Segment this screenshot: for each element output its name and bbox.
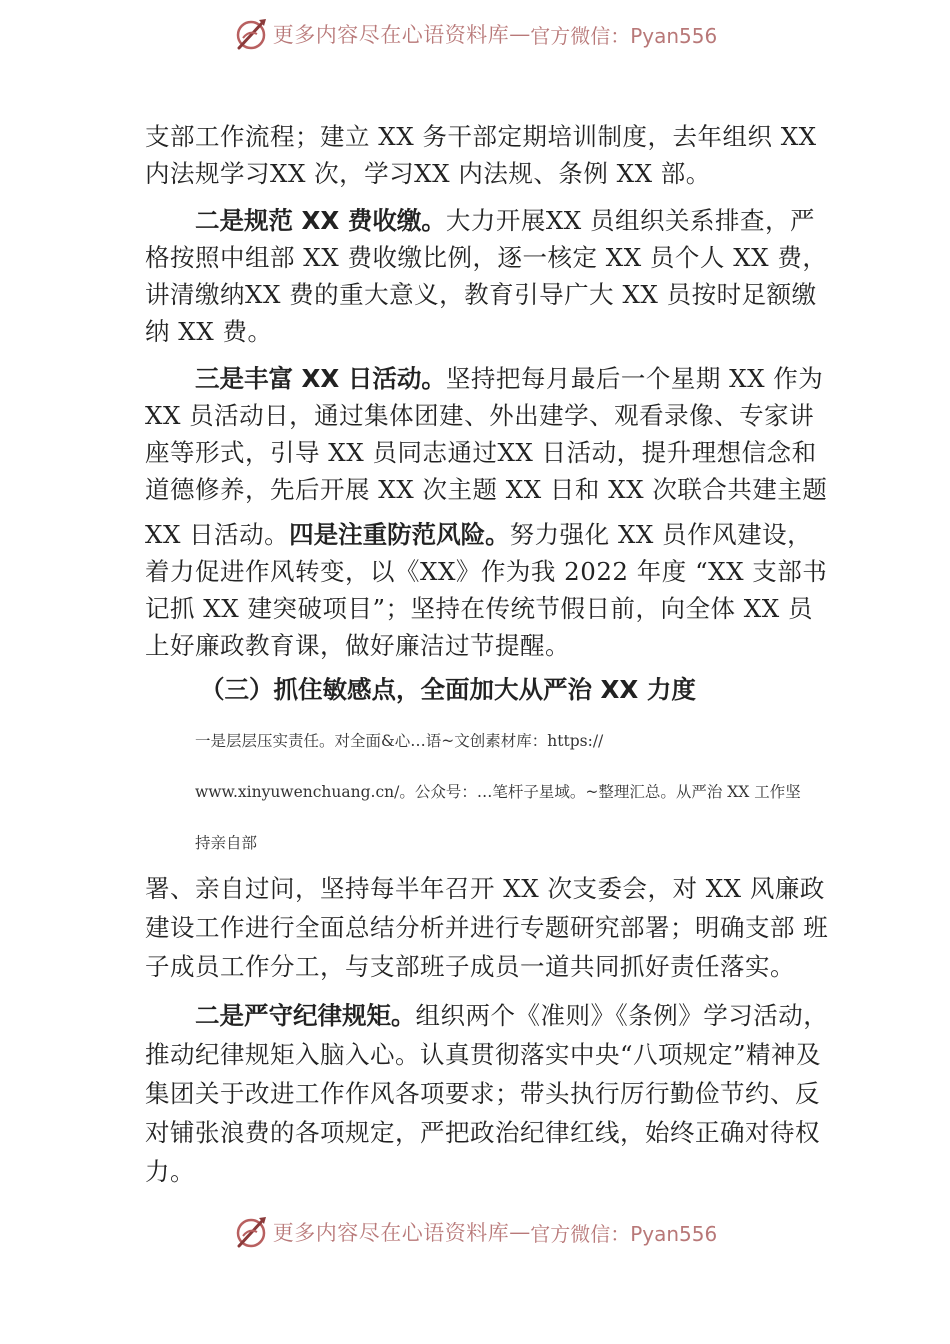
section-heading: （三）抓住敏感点，全面加大从严治 XX 力度 bbox=[200, 675, 696, 704]
small-line-3: 持亲自部 bbox=[195, 834, 258, 852]
paragraph-6-lead: 二是严守纪律规矩。 bbox=[195, 1001, 416, 1030]
paragraph-2-text: 大力开展XX 员组织关系排查，严格按照中组部 XX 费收缴比例，逐一核定 XX 员个人 XX 费，讲清缴纳XX 费的重大意义，教育引导广大 XX 员按时足额缴纳 XX 费。 bbox=[145, 206, 828, 346]
paragraph-4 bbox=[145, 516, 835, 664]
banner-separator: — bbox=[509, 1220, 531, 1244]
banner-text: 更多内容尽在心语资料库 bbox=[272, 23, 510, 47]
banner-separator: — bbox=[509, 22, 531, 46]
paragraph-3 bbox=[145, 360, 835, 508]
paragraph-2-lead: 二是规范 XX 费收缴。 bbox=[195, 206, 446, 235]
paragraph-4-text: 努力强化 XX 员作风建设，着力促进作风转变，以《XX》作为我 2022 年度 “XX 支部书记抓 XX 建突破项目”；坚持在传统节假日前，向全体 XX 员上好廉政教育课，做好廉洁过节提醒。 bbox=[145, 520, 828, 660]
paragraph-4-lead: 四是注重防范风险。 bbox=[289, 520, 510, 549]
paragraph-2 bbox=[145, 202, 835, 350]
paragraph-3-text: 坚持把每月最后一个星期 XX 作为 XX 员活动日，通过集体团建、外出建学、观看录像、专家讲座等形式，引导 XX 员同志通过XX 日活动，提升理想信念和道德修养，先后开展 XX 次主题 XX 日和 XX 次联合共建主题 bbox=[145, 364, 828, 504]
banner-contact: 官方微信：Pyan556 bbox=[530, 23, 718, 48]
pen-logo-icon bbox=[233, 16, 269, 52]
paragraph-5: 署、亲自过问，坚持每半年召开 XX 次支委会，对 XX 风廉政建设工作进行全面总结分析并进行专题研究部署；明确支部 班子成员工作分工，与支部班子成员一道共同抓好责任落实。 bbox=[145, 874, 829, 981]
small-line-1: 一是层层压实责任。对全面&心…语~文创素材库：https:// bbox=[195, 732, 604, 750]
small-line-2: www.xinyuwenchuang.cn/。公众号：…笔杆子星域。~整理汇总。从严治 XX 工作坚 bbox=[195, 783, 801, 801]
banner-text: 更多内容尽在心语资料库 bbox=[272, 1221, 510, 1245]
paragraph-6 bbox=[145, 996, 835, 1191]
banner-contact: 官方微信：Pyan556 bbox=[530, 1221, 718, 1246]
document-body bbox=[145, 118, 835, 1191]
footer-banner bbox=[0, 1208, 950, 1256]
paragraph-3-lead: 三是丰富 XX 日活动。 bbox=[195, 364, 446, 393]
paragraph-1: 支部工作流程；建立 XX 务干部定期培训制度，去年组织 XX 内法规学习XX 次，学习XX 内法规、条例 XX 部。 bbox=[145, 122, 817, 188]
header-banner bbox=[0, 10, 950, 58]
pen-logo-icon bbox=[233, 1214, 269, 1250]
paragraph-4-pre: XX 日活动。 bbox=[145, 520, 290, 549]
paragraph-6-text: 组织两个《准则》《条例》学习活动，推动纪律规矩入脑入心。认真贯彻落实中央“八项规定”精神及集团关于改进工作作风各项要求；带头执行厉行勤俭节约、反对铺张浪费的各项规定，严把政治纪律红线，始终正确对待权力。 bbox=[145, 1001, 829, 1186]
